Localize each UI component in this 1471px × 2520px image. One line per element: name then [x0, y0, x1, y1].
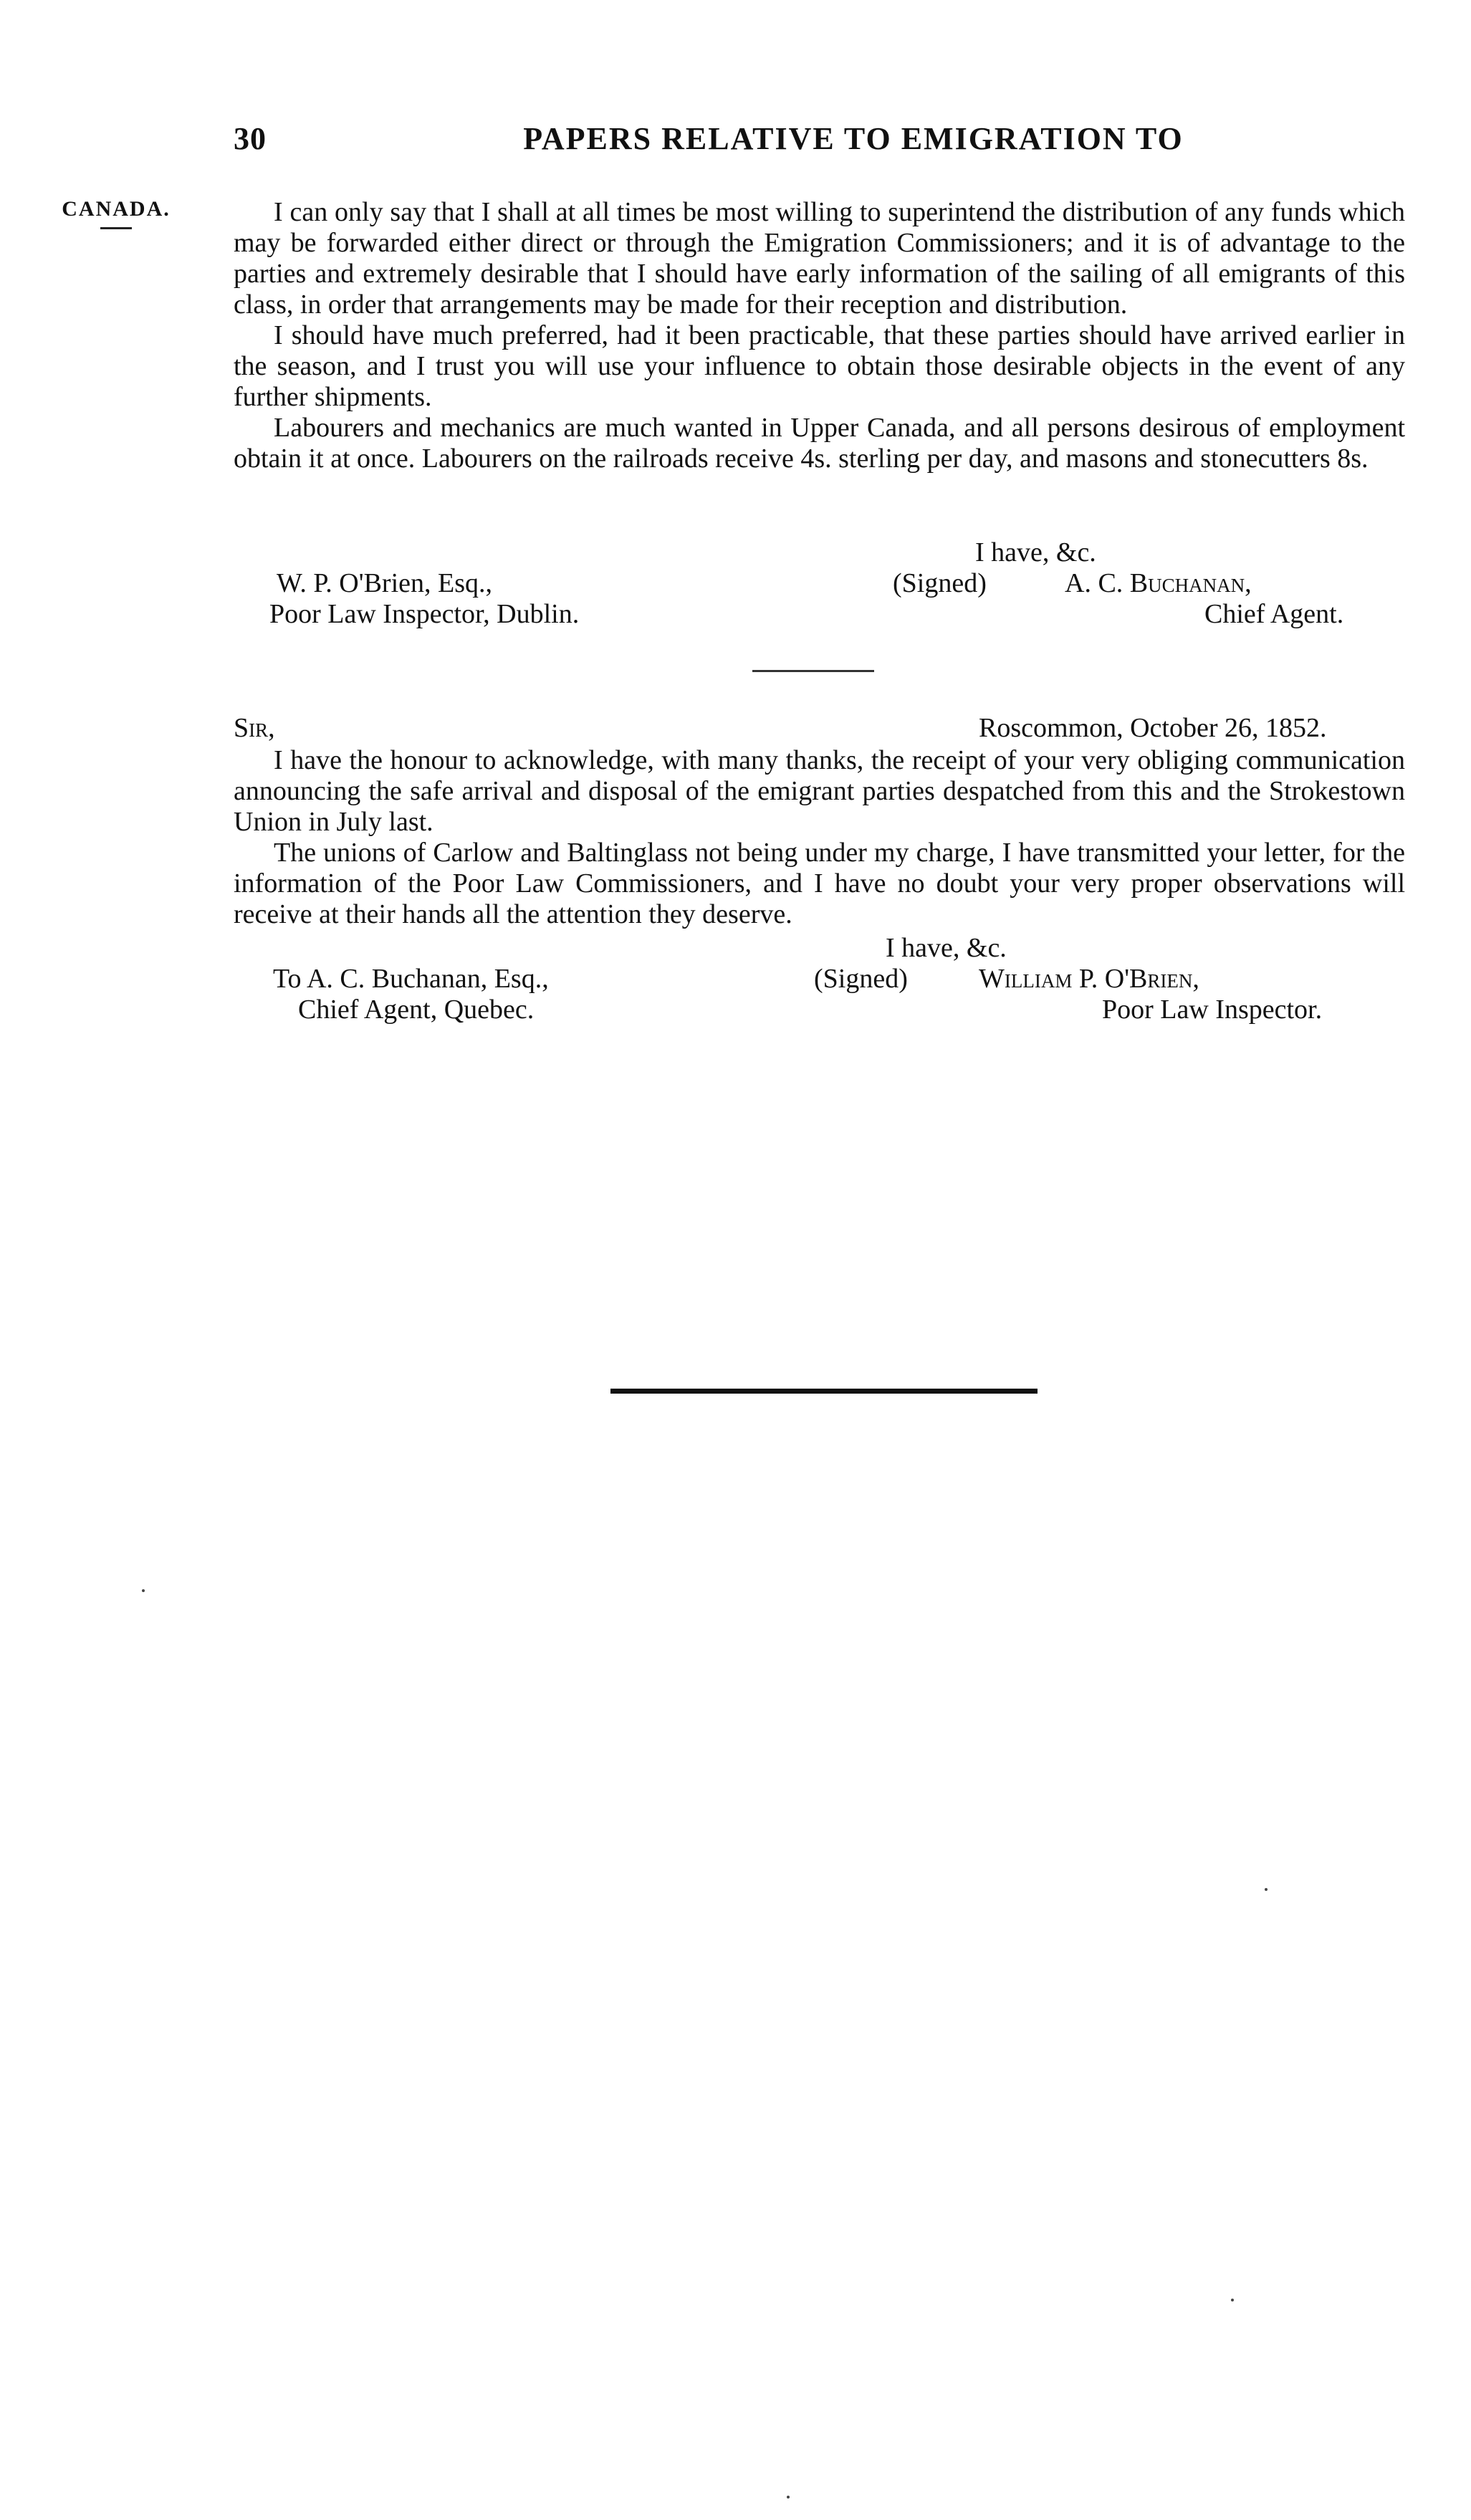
margin-label: CANADA.: [62, 197, 171, 221]
margin-note: [52, 197, 181, 229]
scan-speck: [1231, 2299, 1234, 2301]
letter-2-body: [234, 745, 1405, 930]
scan-speck: [1265, 1888, 1268, 1891]
letter-2-signatory: William P. O'Brien,: [979, 964, 1199, 994]
end-rule: [610, 1389, 1038, 1394]
letter-1-signature: [234, 537, 1405, 630]
scan-speck: [787, 2496, 790, 2499]
letter-2-addressee: To A. C. Buchanan, Esq.,: [273, 964, 549, 994]
running-header: [234, 120, 1423, 171]
margin-rule: [100, 227, 132, 229]
letter-2-signed: (Signed): [814, 964, 908, 994]
letter-2-addressee-title: Chief Agent, Quebec.: [298, 995, 535, 1025]
letter-2-salutation: Sir,: [234, 713, 275, 743]
letter-2-signatory-title: Poor Law Inspector.: [1102, 995, 1323, 1025]
letter-2-heading: [234, 713, 1405, 744]
letter-1-closing: I have, &c.: [975, 537, 1096, 567]
letter-1-body: [234, 197, 1405, 474]
running-title: PAPERS RELATIVE TO EMIGRATION TO: [523, 121, 1184, 156]
letter-1-addressee-title: Poor Law Inspector, Dublin.: [269, 599, 580, 629]
letter-2-signature: [234, 933, 1405, 1025]
letter-2-closing: I have, &c.: [886, 933, 1007, 963]
letter-1-signatory-title: Chief Agent.: [1204, 599, 1344, 629]
letter-1-paragraph-2: I should have much preferred, had it been practicable, that these parties should have arrived earlier in the season, and I trust you will use your influence to obtain those desirable objects in the event of any further shipments.: [234, 320, 1405, 412]
letter-1-signatory: A. C. Buchanan,: [1065, 568, 1252, 598]
letter-2-paragraph-2: The unions of Carlow and Baltinglass not being under my charge, I have transmitted your letter, for the information of the Poor Law Commissioners, and I have no doubt your very proper observations will receive at their hands all the attention they deserve.: [234, 838, 1405, 929]
letter-1-paragraph-3: Labourers and mechanics are much wanted in Upper Canada, and all persons desirous of employment obtain it at once. Labourers on the railroads receive 4s. sterling per day, and masons and stonecutters 8s.: [234, 413, 1405, 474]
scan-speck: [142, 1589, 145, 1592]
section-divider: [752, 670, 874, 672]
letter-2-paragraph-1: I have the honour to acknowledge, with many thanks, the receipt of your very obliging communication announcing the safe arrival and disposal of the emigrant parties despatched from this and the Strokestown Union in July last.: [234, 745, 1405, 837]
letter-1-signed: (Signed): [893, 568, 987, 598]
letter-1-paragraph-1: I can only say that I shall at all times be most willing to superintend the distribution of any funds which may be forwarded either direct or through the Emigration Commissioners; and it is of advantage to the parties and extremely desirable that I should have early information of the sailing of all emigrants of this class, in order that arrangements may be made for their reception and distribution.: [234, 197, 1405, 320]
letter-1-addressee: W. P. O'Brien, Esq.,: [277, 568, 493, 598]
page-number: 30: [234, 121, 267, 156]
letter-2-place-date: Roscommon, October 26, 1852.: [979, 713, 1327, 743]
